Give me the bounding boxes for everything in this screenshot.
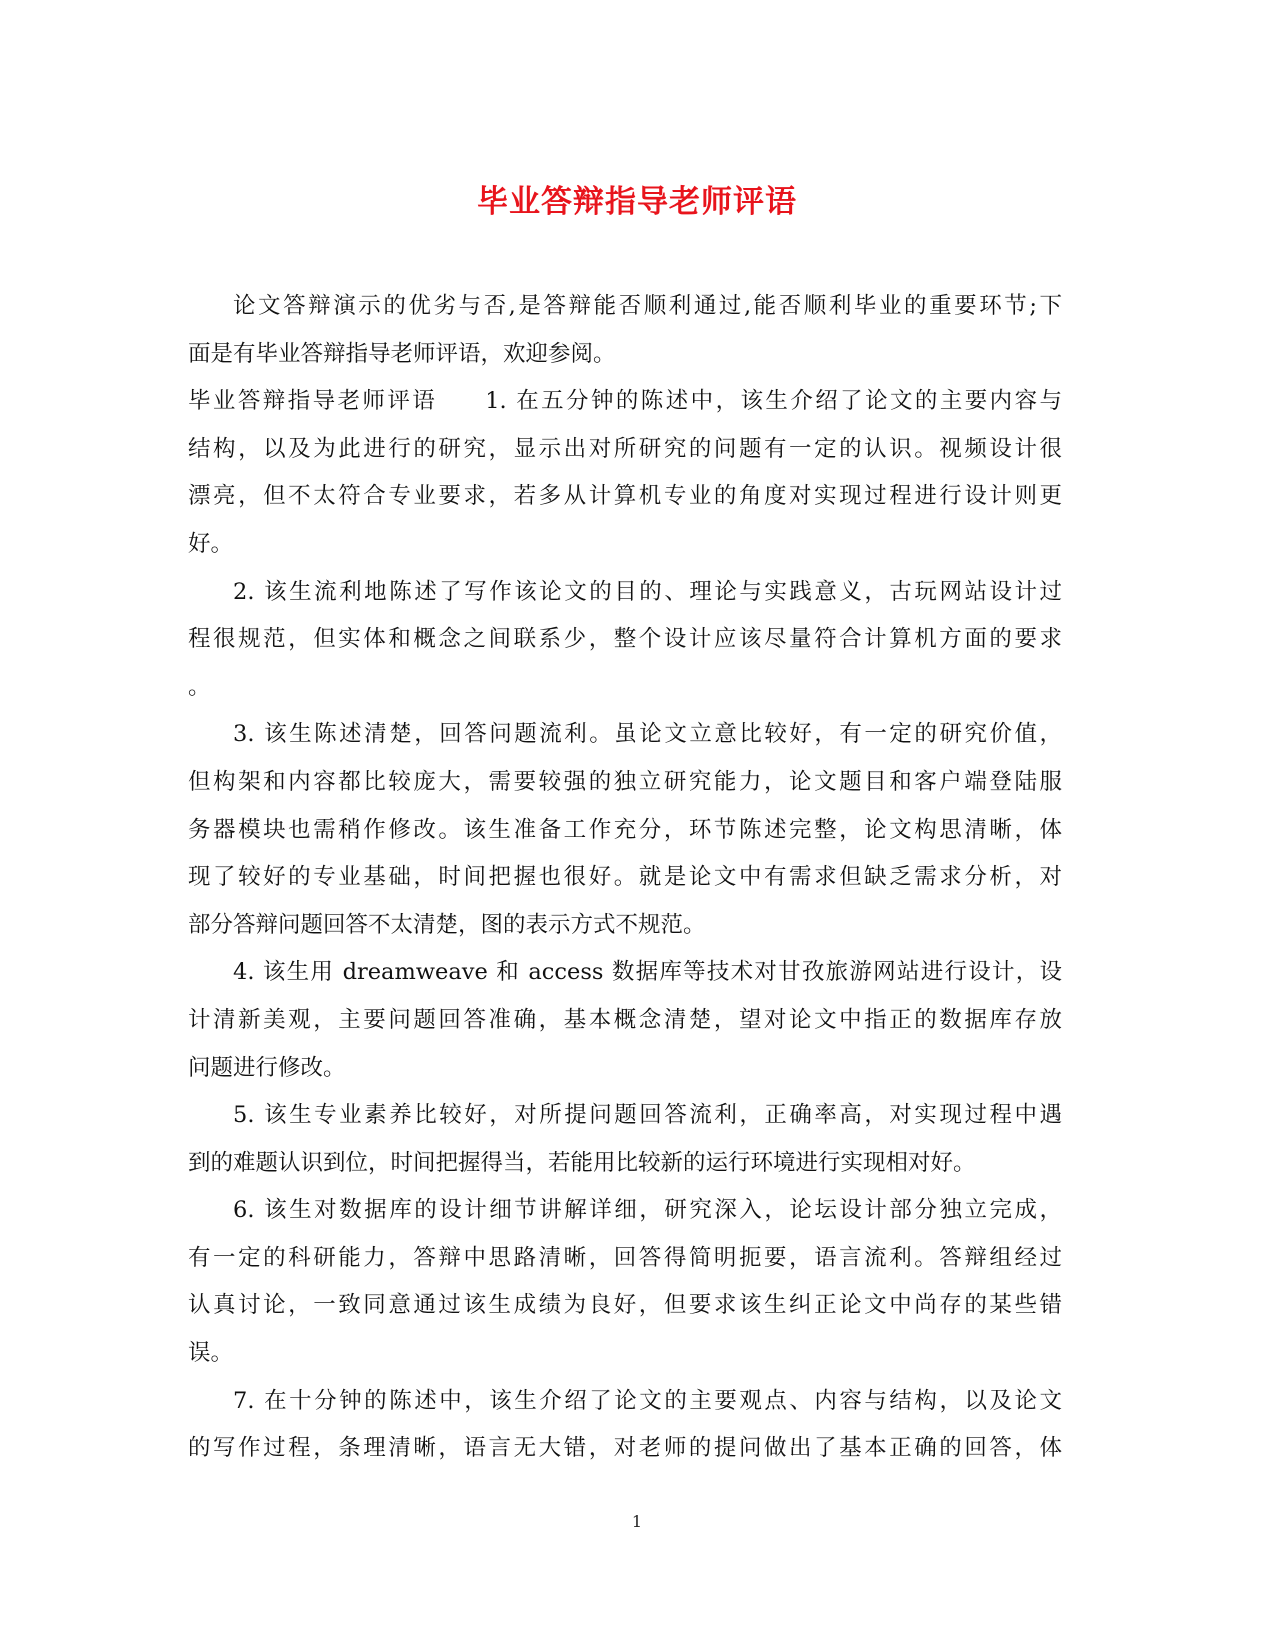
text-line: 认真讨论，一致同意通过该生成绩为良好，但要求该生纠正论文中尚存的某些错	[188, 1292, 1062, 1319]
text-line: 问题进行修改。	[188, 1054, 346, 1081]
intro-paragraph	[188, 283, 1062, 378]
text-line: 结构，以及为此进行的研究，显示出对所研究的问题有一定的认识。视频设计很	[188, 435, 1062, 462]
item-paragraph-6	[188, 1187, 1062, 1377]
text-line: 部分答辩问题回答不太清楚，图的表示方式不规范。	[188, 911, 706, 938]
item-paragraph-2	[188, 569, 1062, 712]
text-line: 4. 该生用 dreamweave 和 access 数据库等技术对甘孜旅游网站进行设计，设	[233, 959, 1062, 986]
text-line: 7. 在十分钟的陈述中，该生介绍了论文的主要观点、内容与结构，以及论文	[233, 1387, 1062, 1414]
text-line: 计清新美观，主要问题回答准确，基本概念清楚，望对论文中指正的数据库存放	[188, 1006, 1062, 1033]
text-line	[188, 378, 1062, 426]
item-paragraph-5	[188, 1092, 1062, 1187]
document-title: 毕业答辩指导老师评语	[477, 184, 797, 220]
text-line: 。	[188, 673, 211, 700]
document-body	[188, 283, 1062, 1473]
text-line: 现了较好的专业基础，时间把握也很好。就是论文中有需求但缺乏需求分析，对	[188, 864, 1062, 891]
text-line: 3. 该生陈述清楚，回答问题流利。虽论文立意比较好，有一定的研究价值，	[233, 721, 1062, 748]
text-line: 漂亮，但不太符合专业要求，若多从计算机专业的角度对实现过程进行设计则更	[188, 483, 1062, 510]
text-line: 误。	[188, 1340, 234, 1367]
item-paragraph-7	[188, 1378, 1062, 1473]
text-line: 6. 该生对数据库的设计细节讲解详细，研究深入，论坛设计部分独立完成，	[233, 1197, 1062, 1224]
item-paragraph-4	[188, 949, 1062, 1092]
text-line: 有一定的科研能力，答辩中思路清晰，回答得简明扼要，语言流利。答辩组经过	[188, 1244, 1062, 1271]
text-line: 5. 该生专业素养比较好，对所提问题回答流利，正确率高，对实现过程中遇	[233, 1102, 1062, 1129]
item-1-first-line: 1. 在五分钟的陈述中，该生介绍了论文的主要内容与	[485, 388, 1062, 415]
section-heading: 毕业答辩指导老师评语	[188, 388, 438, 415]
text-line: 论文答辩演示的优劣与否,是答辩能否顺利通过,能否顺利毕业的重要环节;下	[233, 293, 1062, 319]
item-paragraph-3	[188, 711, 1062, 949]
text-line: 到的难题认识到位，时间把握得当，若能用比较新的运行环境进行实现相对好。	[188, 1149, 976, 1176]
text-line: 的写作过程，条理清晰，语言无大错，对老师的提问做出了基本正确的回答，体	[188, 1435, 1062, 1462]
text-line: 务器模块也需稍作修改。该生准备工作充分，环节陈述完整，论文构思清晰，体	[188, 816, 1062, 843]
text-line: 面是有毕业答辩指导老师评语，欢迎参阅。	[188, 340, 616, 367]
text-line: 程很规范，但实体和概念之间联系少，整个设计应该尽量符合计算机方面的要求	[188, 626, 1062, 653]
text-line: 2. 该生流利地陈述了写作该论文的目的、理论与实践意义，古玩网站设计过	[233, 578, 1062, 605]
text-line: 好。	[188, 530, 234, 557]
page-number: 1	[631, 1512, 643, 1531]
item-paragraph-1	[188, 378, 1062, 568]
text-line: 但构架和内容都比较庞大，需要较强的独立研究能力，论文题目和客户端登陆服	[188, 768, 1062, 795]
